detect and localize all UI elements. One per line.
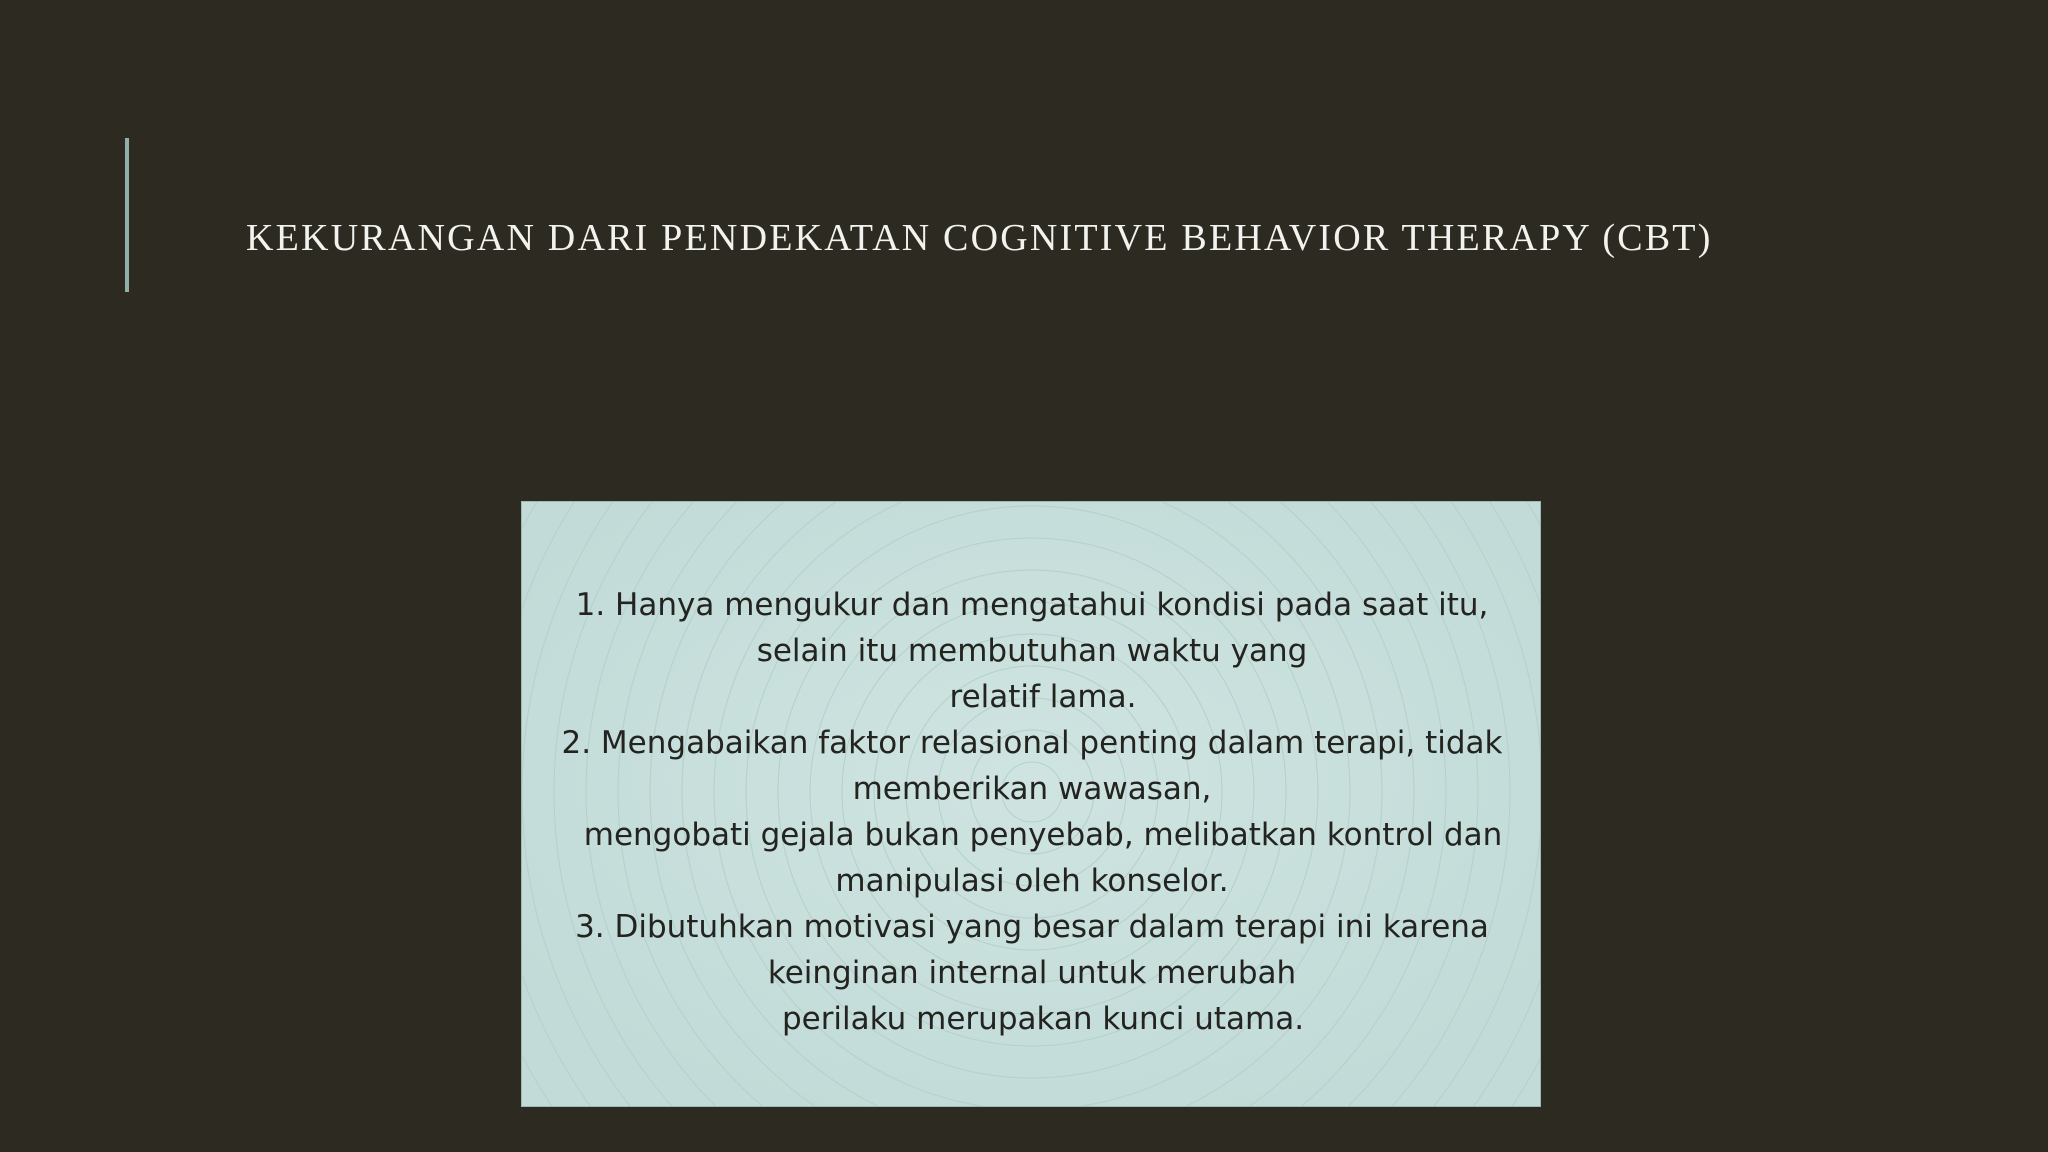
content-line: perilaku merupakan kunci utama. — [781, 1001, 1305, 1037]
content-box — [521, 501, 1541, 1107]
content-text — [522, 582, 1541, 1042]
content-line: 1. Hanya mengukur dan mengatahui kondisi pada saat itu, — [575, 587, 1489, 623]
title-accent-bar — [125, 138, 129, 292]
content-line: selain itu membutuhan waktu yang — [756, 633, 1308, 669]
slide-title: KEKURANGAN DARI PENDEKATAN COGNITIVE BEHAVIOR THERAPY (CBT) — [246, 217, 1713, 259]
content-line: relatif lama. — [949, 679, 1137, 715]
content-line: memberikan wawasan, — [852, 771, 1212, 807]
content-line: mengobati gejala bukan penyebab, melibatkan kontrol dan — [583, 817, 1503, 853]
content-line: keinginan internal untuk merubah — [767, 955, 1297, 991]
content-line: 2. Mengabaikan faktor relasional penting dalam terapi, tidak — [561, 725, 1503, 761]
content-line: manipulasi oleh konselor. — [835, 863, 1229, 899]
content-line: 3. Dibutuhkan motivasi yang besar dalam terapi ini karena — [575, 909, 1489, 945]
